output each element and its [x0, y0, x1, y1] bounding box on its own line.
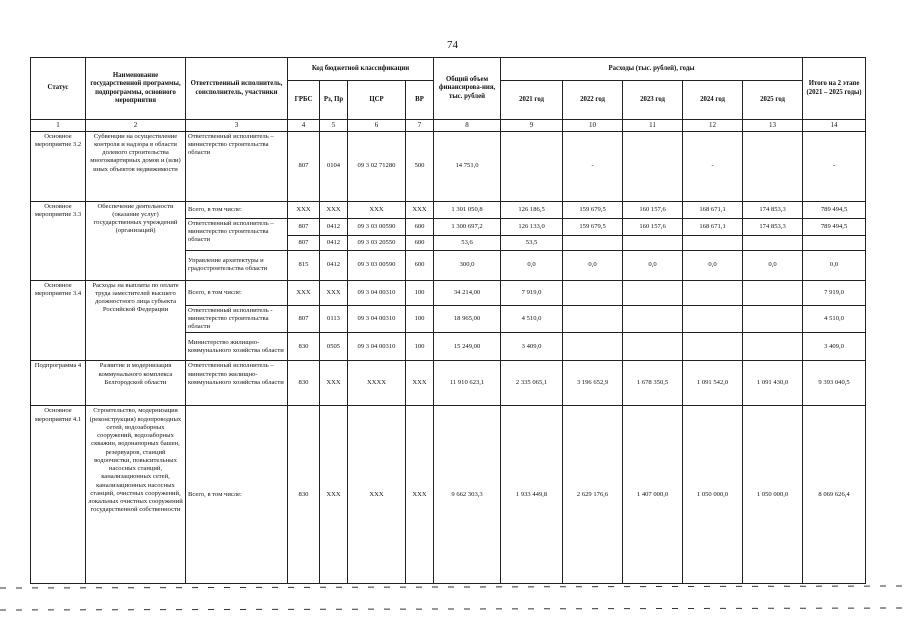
cell-2024 [683, 235, 743, 250]
cell-2025: 174 853,3 [743, 201, 803, 218]
header-budget-code: Код бюджетной классификации [288, 58, 434, 81]
row-name: Расходы на выплаты по оплате труда заместителей высшего должностного лица субъекта Российской Федерации [86, 280, 186, 361]
table-row [31, 406, 866, 584]
page-number: 74 [447, 39, 458, 51]
cell-rzpr: XXX [320, 406, 348, 584]
cell-rzpr: 0412 [320, 235, 348, 250]
cell-vr: 100 [406, 333, 434, 361]
row-status: Основное мероприятие 3.3 [31, 201, 86, 280]
budget-table [30, 57, 866, 584]
cell-itogo: - [803, 131, 866, 201]
cell-2022: 159 679,5 [563, 201, 623, 218]
cell-vr: 600 [406, 235, 434, 250]
header-year-2024: 2024 год [683, 81, 743, 120]
cell-itogo: 3 409,0 [803, 333, 866, 361]
cell-csr: 09 3 02 71280 [348, 131, 406, 201]
cell-grbs: 807 [288, 305, 320, 333]
cell-total: 9 662 303,3 [434, 406, 501, 584]
cell-2022 [563, 333, 623, 361]
cell-2025 [743, 235, 803, 250]
cell-grbs: 807 [288, 235, 320, 250]
cell-vr: 100 [406, 305, 434, 333]
cell-rzpr: 0412 [320, 218, 348, 235]
cell-2022: 159 679,5 [563, 218, 623, 235]
cell-2025 [743, 305, 803, 333]
header-name: Наименование государственной программы, подпрограммы, основного мероприятия [86, 58, 186, 120]
cell-rzpr: 0505 [320, 333, 348, 361]
cell-2022 [563, 305, 623, 333]
row-name: Субвенции на осуществление контроля и надзора в области долевого строительства многоквартирных домов и (или) иных объектов недвижимости [86, 131, 186, 201]
header-row-1 [31, 58, 866, 81]
cell-2022 [563, 280, 623, 305]
row-status: Основное мероприятие 3.2 [31, 131, 86, 201]
cell-total: 15 249,00 [434, 333, 501, 361]
header-year-2021: 2021 год [501, 81, 563, 120]
cell-csr: XXX [348, 201, 406, 218]
header-rzpr: Рз, Пр [320, 81, 348, 120]
cell-2023: 0,0 [623, 250, 683, 280]
scan-artifact-dashes [0, 580, 905, 640]
cell-rzpr: XXX [320, 361, 348, 406]
table-row [31, 131, 866, 201]
col-number: 6 [348, 120, 406, 132]
row-executor: Ответственный исполнитель – министерство жилищно-коммунального хозяйства области [186, 361, 288, 406]
col-number: 4 [288, 120, 320, 132]
col-number: 7 [406, 120, 434, 132]
cell-grbs: 807 [288, 131, 320, 201]
cell-itogo: 9 393 040,5 [803, 361, 866, 406]
column-number-row [31, 120, 866, 132]
cell-csr: XXXX [348, 361, 406, 406]
col-number: 10 [563, 120, 623, 132]
cell-vr: 100 [406, 280, 434, 305]
cell-2023 [623, 305, 683, 333]
cell-itogo: 0,0 [803, 250, 866, 280]
cell-2021: 0,0 [501, 250, 563, 280]
cell-total: 1 300 697,2 [434, 218, 501, 235]
cell-csr: 09 3 03 00590 [348, 250, 406, 280]
cell-total: 34 214,00 [434, 280, 501, 305]
cell-2021: 126 186,5 [501, 201, 563, 218]
cell-itogo: 789 494,5 [803, 201, 866, 218]
cell-2021: 2 335 065,1 [501, 361, 563, 406]
cell-grbs: 830 [288, 333, 320, 361]
cell-total: 1 301 050,8 [434, 201, 501, 218]
cell-2022 [563, 235, 623, 250]
row-executor: Ответственный исполнитель - министерство строительства области [186, 305, 288, 333]
cell-itogo [803, 235, 866, 250]
cell-2022: 2 629 176,6 [563, 406, 623, 584]
col-number: 9 [501, 120, 563, 132]
header-year-2022: 2022 год [563, 81, 623, 120]
cell-total: 300,0 [434, 250, 501, 280]
cell-2021: 4 510,0 [501, 305, 563, 333]
cell-csr: 09 3 04 00310 [348, 305, 406, 333]
cell-2022: 0,0 [563, 250, 623, 280]
row-status: Подпрограмма 4 [31, 361, 86, 406]
col-number: 11 [623, 120, 683, 132]
cell-2024: - [683, 131, 743, 201]
cell-itogo: 4 510,0 [803, 305, 866, 333]
cell-2023: 160 157,6 [623, 218, 683, 235]
cell-total: 18 965,00 [434, 305, 501, 333]
header-status: Статус [31, 58, 86, 120]
header-year-2025: 2025 год [743, 81, 803, 120]
cell-rzpr: 0104 [320, 131, 348, 201]
header-executor: Ответственный исполнитель, соисполнитель, участники [186, 58, 288, 120]
cell-2021: 7 919,0 [501, 280, 563, 305]
cell-2022: 3 196 652,9 [563, 361, 623, 406]
cell-csr: 09 3 04 00310 [348, 280, 406, 305]
header-total-stage: Итого на 2 этапе (2021 – 2025 годы) [803, 58, 866, 120]
cell-2025 [743, 131, 803, 201]
cell-2023 [623, 235, 683, 250]
header-grbs: ГРБС [288, 81, 320, 120]
col-number: 8 [434, 120, 501, 132]
cell-grbs: 807 [288, 218, 320, 235]
cell-2024: 1 050 000,0 [683, 406, 743, 584]
row-name: Развитие и модернизация коммунального комплекса Белгородской области [86, 361, 186, 406]
cell-grbs: 830 [288, 361, 320, 406]
row-name: Обеспечение деятельности (оказание услуг) государственных учреждений (организаций) [86, 201, 186, 280]
cell-vr: 600 [406, 218, 434, 235]
table-row [31, 280, 866, 305]
header-year-2023: 2023 год [623, 81, 683, 120]
col-number: 2 [86, 120, 186, 132]
cell-grbs: XXX [288, 201, 320, 218]
cell-2025 [743, 280, 803, 305]
row-name: Строительство, модернизация (реконструкция) водопроводных сетей, водозаборных сооружений, водозаборных скважин, водонапорных башен, резервуаров, станций водоочистки, повысительных насосных станций, канализационных сетей, канализационных насосных станций, очистных сооружений, локальных очистных сооружений государственной собственности [86, 406, 186, 584]
cell-2024: 1 091 542,0 [683, 361, 743, 406]
col-number: 3 [186, 120, 288, 132]
cell-vr: XXX [406, 406, 434, 584]
cell-vr: XXX [406, 361, 434, 406]
cell-grbs: 815 [288, 250, 320, 280]
cell-2024: 168 671,1 [683, 218, 743, 235]
cell-2023: 1 678 350,5 [623, 361, 683, 406]
cell-2025: 1 050 000,0 [743, 406, 803, 584]
cell-csr: 09 3 04 00310 [348, 333, 406, 361]
col-number: 1 [31, 120, 86, 132]
header-expenses: Расходы (тыс. рублей), годы [501, 58, 803, 81]
row-status: Основное мероприятие 4.1 [31, 406, 86, 584]
header-total-financing: Общий объем финансирова-ния, тыс. рублей [434, 58, 501, 120]
header-csr: ЦСР [348, 81, 406, 120]
cell-2024: 168 671,1 [683, 201, 743, 218]
col-number: 12 [683, 120, 743, 132]
table-row [31, 361, 866, 406]
cell-2021: 1 933 449,8 [501, 406, 563, 584]
row-executor: Всего, в том числе: [186, 280, 288, 305]
cell-2024 [683, 280, 743, 305]
row-executor: Ответственный исполнитель – министерство строительства области [186, 218, 288, 250]
cell-vr: 600 [406, 250, 434, 280]
cell-grbs: 830 [288, 406, 320, 584]
cell-2025: 174 853,3 [743, 218, 803, 235]
cell-2021: 126 133,0 [501, 218, 563, 235]
cell-vr: XXX [406, 201, 434, 218]
table-row [31, 201, 866, 218]
cell-2024: 0,0 [683, 250, 743, 280]
row-executor: Всего, в том числе: [186, 201, 288, 218]
cell-2025 [743, 333, 803, 361]
cell-grbs: XXX [288, 280, 320, 305]
cell-2021: 3 409,0 [501, 333, 563, 361]
col-number: 13 [743, 120, 803, 132]
cell-vr: 500 [406, 131, 434, 201]
cell-total: 53,6 [434, 235, 501, 250]
cell-2021: 53,5 [501, 235, 563, 250]
cell-2025: 0,0 [743, 250, 803, 280]
col-number: 14 [803, 120, 866, 132]
cell-rzpr: 0113 [320, 305, 348, 333]
cell-2024 [683, 305, 743, 333]
row-executor: Всего, в том числе: [186, 406, 288, 584]
cell-2024 [683, 333, 743, 361]
cell-csr: XXX [348, 406, 406, 584]
cell-2022: - [563, 131, 623, 201]
cell-rzpr: XXX [320, 280, 348, 305]
cell-itogo: 8 069 626,4 [803, 406, 866, 584]
row-status: Основное мероприятие 3.4 [31, 280, 86, 361]
cell-2023: 1 407 000,0 [623, 406, 683, 584]
col-number: 5 [320, 120, 348, 132]
cell-2023 [623, 280, 683, 305]
cell-total: 11 910 623,1 [434, 361, 501, 406]
cell-itogo: 789 494,5 [803, 218, 866, 235]
cell-csr: 09 3 03 20550 [348, 235, 406, 250]
cell-2021 [501, 131, 563, 201]
cell-2025: 1 091 430,0 [743, 361, 803, 406]
cell-total: 14 751,0 [434, 131, 501, 201]
header-vr: ВР [406, 81, 434, 120]
cell-rzpr: 0412 [320, 250, 348, 280]
row-executor: Ответственный исполнитель – министерство строительства области [186, 131, 288, 201]
cell-rzpr: XXX [320, 201, 348, 218]
row-executor: Управление архитектуры и градостроительства области [186, 250, 288, 280]
row-executor: Министерство жилищно-коммунального хозяйства области [186, 333, 288, 361]
cell-2023 [623, 333, 683, 361]
cell-itogo: 7 919,0 [803, 280, 866, 305]
cell-2023: 160 157,6 [623, 201, 683, 218]
cell-csr: 09 3 03 00590 [348, 218, 406, 235]
cell-2023 [623, 131, 683, 201]
